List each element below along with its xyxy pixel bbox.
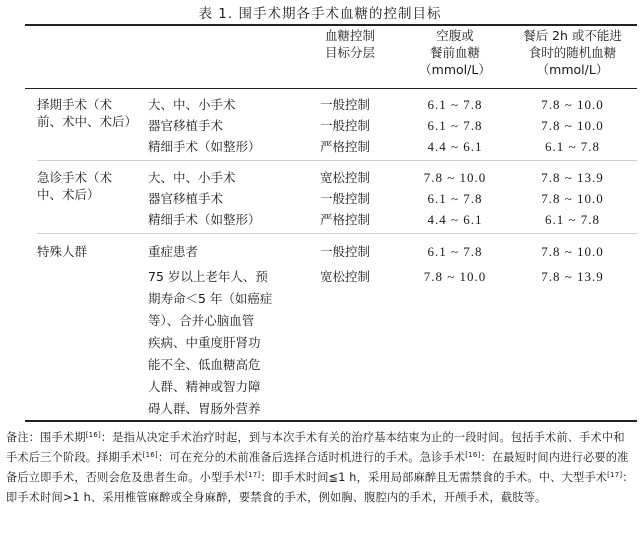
note-label: 备注： xyxy=(6,431,41,444)
table-row: 重症患者 xyxy=(148,244,199,259)
level-cell: 一般控制 xyxy=(320,97,371,112)
level-cell: 一般控制 xyxy=(320,118,371,133)
fasting-cell: 6.1 ~ 7.8 xyxy=(427,244,483,259)
bottom-rule xyxy=(25,420,637,422)
citation: [16] xyxy=(465,451,481,459)
random-cell: 7.8 ~ 10.0 xyxy=(541,244,604,259)
random-cell: 7.8 ~ 13.9 xyxy=(541,269,604,284)
level-cell: 宽松控制 xyxy=(320,170,371,185)
group-name-elective: 择期手术（术 前、术中、术后） xyxy=(37,97,138,129)
table-row: 器官移植手术 xyxy=(148,118,224,133)
fasting-cell: 4.4 ~ 6.1 xyxy=(427,212,483,227)
fasting-cell: 6.1 ~ 7.8 xyxy=(427,97,483,112)
footnote: 备注：围手术期[16]：是指从决定手术治疗时起，到与本次手术有关的治疗基本结束为止的一段时间。包括手术前、手术中和手术后三个阶段。择期手术[16]：可在充分的术前准备后选择合适时机进行的手术。急诊手术[16]：在最短时间内进行必要的准备后立即手术，否则会危及患者生命。小型手术[17]：即手术时间≦1 h，采用局部麻醉且无需禁食的手术。中、大型手术[17]：即手术时间>1 h、采用椎管麻醉或全身麻醉，要禁食的手术，例如胸、腹腔内的手术，开颅手术，截肢等。 xyxy=(6,431,634,504)
random-cell: 6.1 ~ 7.8 xyxy=(544,212,601,227)
citation: [17] xyxy=(607,471,623,479)
fasting-cell: 7.8 ~ 10.0 xyxy=(423,170,487,185)
table-row: 精细手术（如整形） xyxy=(148,212,261,227)
citation: [16] xyxy=(85,431,101,439)
level-cell: 一般控制 xyxy=(320,244,371,259)
random-cell: 7.8 ~ 10.0 xyxy=(541,191,604,206)
table-row: 器官移植手术 xyxy=(148,191,224,206)
table-row: 精细手术（如整形） xyxy=(148,139,261,154)
citation: [17] xyxy=(245,471,261,479)
table-row: 75 岁以上老年人、预 期寿命＜5 年（如癌症 等）、合并心脑血管 疾病、中重度肝肾功 能不全、低血糖高危 人群、精神或智力障 碍人群、胃肠外营养 xyxy=(148,269,273,416)
group-divider xyxy=(37,233,637,234)
fasting-cell: 7.8 ~ 10.0 xyxy=(423,269,487,284)
group-name-emergency: 急诊手术（术 中、术后） xyxy=(37,170,113,202)
top-rule xyxy=(25,24,637,26)
random-cell: 7.8 ~ 13.9 xyxy=(541,170,604,185)
random-cell: 7.8 ~ 10.0 xyxy=(541,97,604,112)
table-row: 大、中、小手术 xyxy=(148,170,236,185)
header-level: 血糖控制 目标分层 xyxy=(324,28,375,60)
group-divider xyxy=(37,160,637,161)
header-rule xyxy=(25,88,637,89)
table-row: 大、中、小手术 xyxy=(148,97,236,112)
level-cell: 宽松控制 xyxy=(320,269,371,284)
level-cell: 严格控制 xyxy=(320,139,371,154)
table-title: 表 1. 围手术期各手术血糖的控制目标 xyxy=(198,6,442,22)
random-cell: 6.1 ~ 7.8 xyxy=(544,139,601,154)
fasting-cell: 4.4 ~ 6.1 xyxy=(427,139,483,154)
random-cell: 7.8 ~ 10.0 xyxy=(541,118,604,133)
level-cell: 严格控制 xyxy=(320,212,371,227)
group-name-special: 特殊人群 xyxy=(37,244,88,259)
fasting-cell: 6.1 ~ 7.8 xyxy=(427,118,483,133)
header-fasting: 空腹或 餐前血糖 （mmol/L） xyxy=(419,28,491,77)
level-cell: 一般控制 xyxy=(320,191,371,206)
fasting-cell: 6.1 ~ 7.8 xyxy=(427,191,483,206)
header-random: 餐后 2h 或不能进 食时的随机血糖 （mmol/L） xyxy=(523,28,622,77)
citation: [16] xyxy=(142,451,158,459)
